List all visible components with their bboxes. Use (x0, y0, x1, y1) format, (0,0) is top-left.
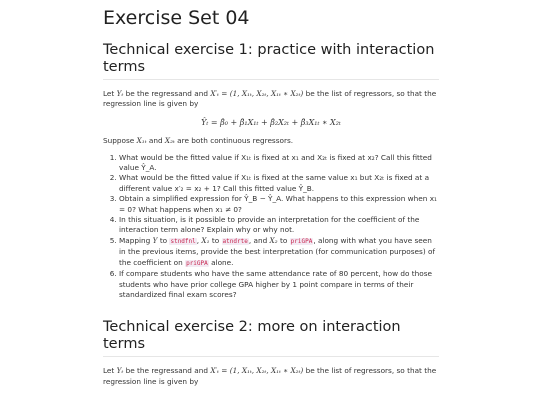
code-prigpa: priGPA (186, 259, 208, 267)
ex2-intro: Let Yₜ be the regressand and X′ₜ = (1, X₁ₜ, X₂ₜ, X₁ₜ ∗ X₂ₜ) be the list of regressors, so that the regression line is given by (103, 366, 437, 386)
list-item: 5. Mapping Y to stndfnl, X₁ to atndrte, and X₂ to priGPA, along with what you have seen in the previous items, provide the best interpretation (for communication purposes) of the coefficient on priGPA alone. (119, 236, 439, 269)
list-item: 2. What would be the fitted value if X₁ₜ is fixed at the same value x₁ but X₂ₜ is fixed at a different value x′₂ = x₂ + 1? Call this fitted value Ŷ_B. (119, 173, 439, 194)
section-heading-ex2: Technical exercise 2: more on interaction terms (103, 319, 401, 353)
page-content (103, 0, 439, 387)
ex1-question-list (103, 153, 439, 301)
page-title: Exercise Set 04 (103, 7, 250, 29)
section-heading-ex1-wrap (103, 42, 439, 80)
section-heading-ex1: Technical exercise 1: practice with interaction terms (103, 42, 435, 75)
code-stndfnl: stndfnl (170, 237, 196, 245)
section-heading-ex2-wrap (103, 319, 439, 357)
list-item: 6. If compare students who have the same attendance rate of 80 percent, how do those students who have prior college GPA higher by 1 point compare in terms of their standardized final exam scores? (119, 269, 439, 300)
list-item: 4. In this situation, is it possible to provide an interpretation for the coefficient of the interaction term alone? Explain why or why not. (119, 215, 439, 236)
regression-equation: Ŷₜ = β̂₀ + β̂₁X₁ₜ + β̂₂X₂ₜ + β̂₃X₁ₜ ∗ X₂ₜ (201, 117, 341, 127)
ex1-intro: Let Yₜ be the regressand and X′ₜ = (1, X₁ₜ, X₂ₜ, X₁ₜ ∗ X₂ₜ) be the list of regressors, so that the regression line is given by (103, 89, 437, 109)
code-atndrte: atndrte (222, 237, 248, 245)
list-item: 3. Obtain a simplified expression for Ŷ_B − Ŷ_A. What happens to this expression when x₁ = 0? What happens when x₁ ≠ 0? (119, 194, 439, 215)
code-prigpa: priGPA (290, 237, 313, 245)
list-item: 1. What would be the fitted value if X₁ₜ is fixed at x₁ and X₂ₜ is fixed at x₂? Call this fitted value Ŷ_A. (119, 153, 439, 174)
ex1-suppose: Suppose X₁ₜ and X₂ₜ are both continuous regressors. (103, 136, 294, 146)
